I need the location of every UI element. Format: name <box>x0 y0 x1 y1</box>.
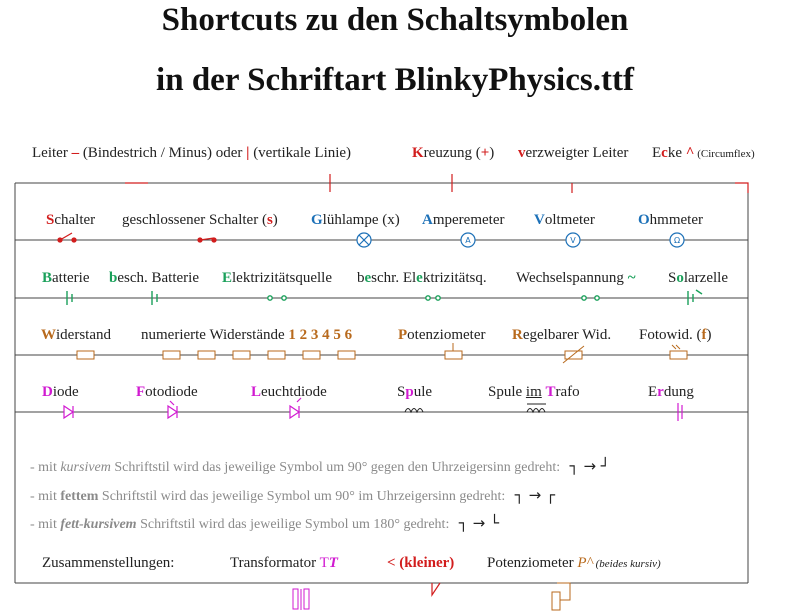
label-fotodiode <box>136 384 198 401</box>
label-batterie <box>42 270 90 287</box>
label-segment: otodiode <box>145 384 198 400</box>
label-beschr-elektrizitaetsq <box>357 270 487 287</box>
label-segment: iderstand <box>56 327 111 343</box>
bottom-potentiometer-symbol <box>552 592 560 610</box>
potentiometer-symbol <box>445 351 462 359</box>
branch-symbol <box>432 583 440 595</box>
svg-text:Ω: Ω <box>673 236 681 245</box>
label-besch-batterie <box>109 270 199 287</box>
label-segment: chalter <box>54 212 96 228</box>
label-segment: Transformator <box>230 555 320 571</box>
label-kleiner <box>387 555 454 572</box>
label-segment: p <box>405 384 414 400</box>
label-regelbarer-widerstand <box>512 327 611 344</box>
label-segment: iode <box>52 384 79 400</box>
label-segment: E <box>648 384 658 400</box>
label-segment: Potenziometer <box>487 555 578 571</box>
label-segment: ule <box>413 384 433 400</box>
label-segment: (Circumflex) <box>694 148 755 160</box>
svg-text:V: V <box>570 236 576 245</box>
label-gluehlampe <box>311 212 400 229</box>
label-segment: geschlossener Schalter ( <box>122 212 267 228</box>
resistor-symbol <box>77 351 94 359</box>
label-segment: S <box>668 270 677 286</box>
resistor-2 <box>198 351 215 359</box>
label-segment: T <box>545 384 556 400</box>
label-segment: larzelle <box>683 270 728 286</box>
label-segment: B <box>42 270 53 286</box>
resistor-6 <box>338 351 355 359</box>
label-segment: hmmeter <box>649 212 703 228</box>
label-segment: W <box>41 327 56 343</box>
label-segment: (Bindestrich / Minus) oder <box>79 145 247 161</box>
label-leiter <box>32 145 351 162</box>
label-segment: (beides kursiv) <box>592 558 661 570</box>
label-segment: numerierte Widerstände <box>141 327 289 343</box>
note-fett: - mit fettem Schriftstil wird das jeweilige Symbol um 90° im Uhrzeigersinn gedreht: ┐ → ┌ <box>30 486 555 504</box>
label-wechselspannung <box>516 270 636 287</box>
label-segment: euchtdiode <box>261 384 327 400</box>
label-segment: + <box>480 145 490 161</box>
label-segment: F <box>136 384 146 400</box>
label-potenziometer <box>398 327 485 344</box>
label-amperemeter <box>422 212 504 229</box>
label-segment: K <box>412 145 424 161</box>
label-segment: E <box>652 145 662 161</box>
label-segment: A <box>422 212 433 228</box>
label-segment: o <box>676 270 684 286</box>
page-subtitle: in der Schriftart BlinkyPhysics.ttf <box>156 62 634 98</box>
label-diode <box>42 384 79 401</box>
label-segment: rafo <box>555 384 580 400</box>
label-solarzelle <box>668 270 728 287</box>
switch-closed-contact2 <box>212 238 216 242</box>
label-schalter <box>46 212 95 229</box>
label-segment: Spule <box>488 384 526 400</box>
diode-symbol <box>64 406 73 418</box>
label-segment: S <box>397 384 406 400</box>
label-segment: ^ <box>685 145 695 161</box>
label-segment: ) <box>272 212 278 228</box>
switch-open-blade <box>60 233 72 240</box>
label-segment: esch. Batterie <box>117 270 199 286</box>
label-segment: Wechselspannung <box>516 270 628 286</box>
label-segment: ) <box>706 327 712 343</box>
label-erdung <box>648 384 694 401</box>
label-segment: e <box>364 270 372 286</box>
label-segment: E <box>222 270 233 286</box>
label-segment: dung <box>663 384 694 400</box>
label-segment: O <box>638 212 650 228</box>
label-segment: | <box>246 145 250 161</box>
label-ohmmeter <box>638 212 703 229</box>
led-symbol <box>290 406 299 418</box>
note-fett-kursiv: - mit fett-kursivem Schriftstil wird das jeweilige Symbol um 180° gedreht: ┐ → └ <box>30 514 500 532</box>
label-segment: schr. El <box>371 270 417 286</box>
label-segment: ) <box>489 145 495 161</box>
label-transformator <box>230 555 338 572</box>
note-kursiv: - mit kursivem Schriftstil wird das jeweilige Symbol um 90° gegen den Uhrzeigersinn gedreht: ┐ → ┘ <box>30 457 610 475</box>
label-voltmeter <box>534 212 595 229</box>
source-labeled-symbol <box>426 296 430 300</box>
svg-text:A: A <box>465 236 471 245</box>
label-segment: V <box>534 212 545 228</box>
label-spule-im-trafo <box>488 384 580 401</box>
label-segment: erzweigter Leiter <box>525 145 629 161</box>
label-segment: c <box>661 145 668 161</box>
label-segment: Leiter <box>32 145 72 161</box>
label-potenziometer-kombi <box>487 555 661 572</box>
source-symbol <box>268 296 272 300</box>
label-segment: < (kleiner) <box>387 555 455 571</box>
label-segment: P^ <box>577 555 593 571</box>
label-segment: ke <box>667 145 686 161</box>
label-segment: f <box>701 327 707 343</box>
ac-source-symbol <box>582 296 586 300</box>
label-segment: S <box>46 212 55 228</box>
label-segment: b <box>109 270 118 286</box>
page-title: Shortcuts zu den Schaltsymbolen <box>161 2 629 38</box>
label-segment: lühlampe (x) <box>322 212 400 228</box>
label-segment: T <box>328 555 338 571</box>
label-kreuzung <box>412 145 494 162</box>
label-segment: L <box>251 384 262 400</box>
label-segment: egelbarer Wid. <box>522 327 612 343</box>
label-fotowiderstand <box>639 327 712 344</box>
ecke-sample <box>735 183 748 193</box>
label-segment: G <box>311 212 323 228</box>
label-spule <box>397 384 432 401</box>
label-segment: R <box>512 327 523 343</box>
label-geschlossener-schalter <box>122 212 278 229</box>
ldr-symbol <box>670 351 687 359</box>
resistor-3 <box>233 351 250 359</box>
switch-open-contact2 <box>72 238 76 242</box>
resistor-1 <box>163 351 180 359</box>
label-segment: b <box>357 270 365 286</box>
label-ecke <box>652 145 755 162</box>
label-segment: 1 2 3 4 5 6 <box>288 327 353 343</box>
label-segment: D <box>42 384 53 400</box>
label-widerstand <box>41 327 111 344</box>
label-segment: ~ <box>627 270 636 286</box>
label-segment: mperemeter <box>432 212 505 228</box>
resistor-4 <box>268 351 285 359</box>
label-segment: (vertikale Linie) <box>249 145 352 161</box>
label-segment: T <box>319 555 329 571</box>
label-segment: lektrizitätsquelle <box>232 270 332 286</box>
label-zusammenstellungen: Zusammenstellungen: <box>42 555 175 571</box>
transformer-symbol <box>293 589 298 609</box>
trafo-coil-symbol <box>527 409 545 413</box>
label-segment: P <box>398 327 408 343</box>
label-segment: im <box>525 384 542 400</box>
coil-symbol <box>405 409 423 413</box>
label-segment: atterie <box>52 270 90 286</box>
label-segment: reuzung ( <box>423 145 481 161</box>
label-segment: v <box>518 145 526 161</box>
label-segment: e <box>416 270 423 286</box>
label-segment: otenziometer <box>407 327 486 343</box>
label-segment: – <box>71 145 80 161</box>
label-segment: Fotowid. ( <box>639 327 702 343</box>
label-numerierte-widerstaende <box>141 327 352 344</box>
photodiode-symbol <box>168 406 177 418</box>
label-elektrizitaetsquelle <box>222 270 332 287</box>
label-leuchtdiode <box>251 384 327 401</box>
label-segment: ktrizitätsq. <box>422 270 487 286</box>
label-segment: oltmeter <box>544 212 595 228</box>
label-verzweigter-leiter <box>518 145 628 162</box>
label-segment: r <box>657 384 664 400</box>
label-segment: s <box>266 212 273 228</box>
resistor-5 <box>303 351 320 359</box>
